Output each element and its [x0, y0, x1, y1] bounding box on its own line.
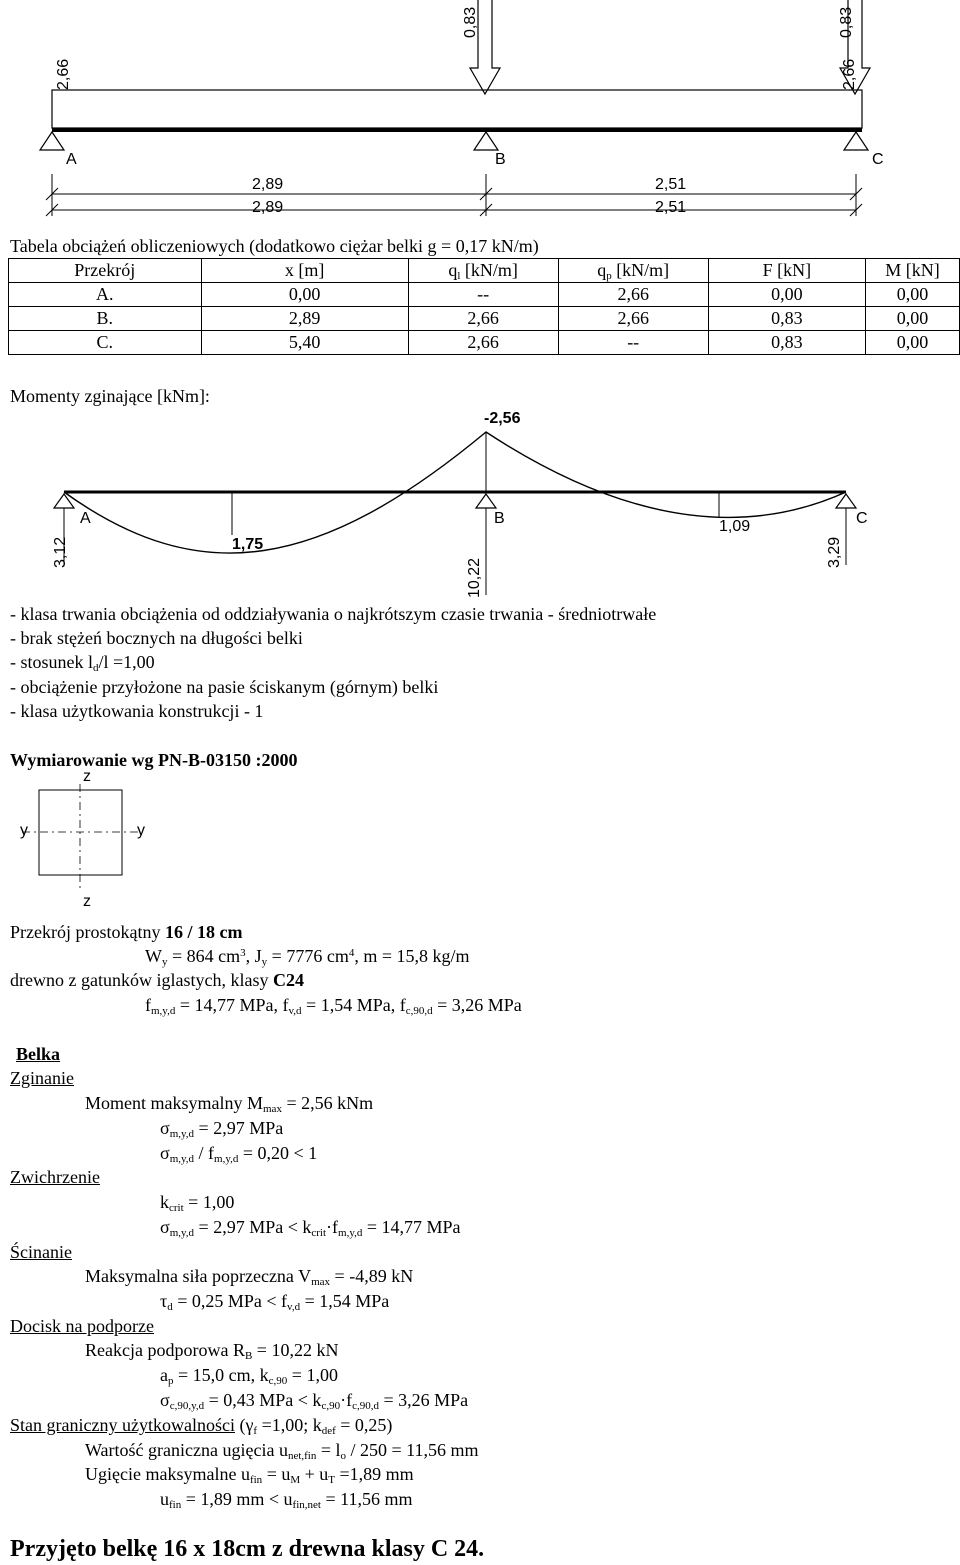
dim-bc-2: 2,51 [655, 199, 687, 216]
axis-y-right-label: y [137, 822, 145, 839]
table-cell: 0,83 [708, 331, 865, 355]
ap-line: $a_p = 15,0$ cm, $k_{c,90} = 1,00$ [160, 1365, 338, 1387]
dim-ab-1: 2,89 [252, 176, 284, 193]
table-cell: -- [408, 283, 558, 307]
table-cell: 0,00 [708, 283, 865, 307]
reaction-c-value: 3,29 [826, 536, 843, 568]
table-cell: 0,00 [201, 283, 408, 307]
table-cell: 0,00 [866, 331, 960, 355]
condition-line: - klasa trwania obciążenia od oddziaływania o najkrótszym czasie trwania - średniotrwałe [10, 604, 657, 624]
lateral-torsional-heading: Zwichrzenie [10, 1167, 100, 1187]
shear-heading: Ścinanie [10, 1242, 72, 1262]
load-left-value: 2,66 [55, 58, 72, 90]
conclusion: Przyjęto belkę 16 x 18cm z drewna klasy C 24. [10, 1536, 485, 1562]
table-header-cell: x [m] [201, 259, 408, 283]
support-moment-value: -2,56 [484, 410, 521, 427]
table-header-cell: F [kN] [708, 259, 865, 283]
table-header-cell: Przekrój [9, 259, 202, 283]
sigma-c90-line: $\sigma_{c,90,y,d} = 0,43$ MPa < $k_{c,90}\cdot f_{c,90,d} = 3,26$ MPa [160, 1390, 469, 1412]
section-properties: $W_y = 864$ $cm^3$, $J_y = 7776$ $cm^4$, m = 15,8 kg/m [145, 946, 470, 968]
design-heading: Wymiarowanie wg PN-B-03150 :2000 [10, 750, 298, 770]
moment-support-label-c: C [856, 510, 868, 527]
sigma-line: $\sigma_{m,y,d} = 2,97$ MPa [160, 1118, 284, 1140]
moment-support-label-a: A [80, 510, 91, 527]
condition-line: - brak stężeń bocznych na długości belki [10, 628, 303, 648]
beam-heading: Belka [16, 1044, 61, 1064]
table-cell: B. [9, 307, 202, 331]
reaction-a-value: 3,12 [52, 536, 69, 568]
mmax-line: Moment maksymalny $M_{max} = 2,56$ kNm [85, 1093, 374, 1115]
reaction-b-value: 10,22 [466, 557, 483, 598]
support-label-c: C [872, 151, 884, 168]
table-cell: 5,40 [201, 331, 408, 355]
table-header-cell: $q_l$ [kN/m] [408, 259, 558, 283]
table-header-cell: $q_p$ [kN/m] [558, 259, 708, 283]
vmax-line: Maksymalna siła poprzeczna $V_{max} = -4,89$ kN [85, 1266, 414, 1288]
kcrit-line: $k_{crit} = 1,00$ [160, 1192, 235, 1214]
axis-y-left-label: y [20, 822, 28, 839]
dim-bc-1: 2,51 [655, 176, 687, 193]
sigma-ratio-line: $\sigma_{m,y,d} / f_{m,y,d} = 0,20 < 1$ [160, 1143, 318, 1165]
strength-values: $f_{m,y,d} = 14,77$ MPa, $f_{v,d} = 1,54$ MPa, $f_{c,90,d} = 3,26$ MPa [145, 995, 522, 1017]
support-label-b: B [495, 151, 506, 168]
table-cell: 2,66 [558, 307, 708, 331]
wood-class-line: drewno z gatunków iglastych, klasy C24 [10, 970, 304, 990]
sls-heading: Stan graniczny użytkowalności ($\gamma_f =1,00$; $k_{def} = 0,25$) [10, 1415, 393, 1437]
cross-section-rect [39, 790, 122, 875]
table-cell: 2,66 [408, 331, 558, 355]
tau-line: $\tau_d = 0,25$ MPa < $f_{v,d} = 1,54$ MPa [160, 1291, 390, 1313]
ufin-compare-line: $u_{fin} = 1,89$ mm < $u_{fin,net} = 11,56$ mm [160, 1489, 413, 1511]
reaction-line: Reakcja podporowa $R_B = 10,22$ kN [85, 1340, 339, 1362]
table-cell: C. [9, 331, 202, 355]
point-load-right-value: 0,83 [838, 6, 855, 38]
table-cell: 0,00 [866, 283, 960, 307]
table-cell: 0,83 [708, 307, 865, 331]
table-cell: 2,66 [408, 307, 558, 331]
load-table-caption: Tabela obciążeń obliczeniowych (dodatkowo ciężar belki g = 0,17 kN/m) [10, 236, 539, 256]
condition-line: - klasa użytkowania konstrukcji - 1 [10, 701, 264, 721]
table-cell: 2,66 [558, 283, 708, 307]
sigma-kcrit-line: $\sigma_{m,y,d} = 2,97$ MPa < $k_{crit}\cdot f_{m,y,d} = 14,77$ MPa [160, 1217, 461, 1239]
condition-line: - obciążenie przyłożone na pasie ściskanym (górnym) belki [10, 677, 439, 697]
moments-title: Momenty zginające [kNm]: [10, 386, 210, 406]
load-right-value: 2,66 [841, 58, 858, 90]
axis-z-bottom-label: z [83, 893, 91, 910]
table-header-cell: M [kN] [866, 259, 960, 283]
axis-z-top-label: z [83, 768, 91, 785]
ufin-line: Ugięcie maksymalne $u_{fin} = u_M + u_T =1,89$ mm [85, 1464, 414, 1486]
table-cell: 2,89 [201, 307, 408, 331]
unet-line: Wartość graniczna ugięcia $u_{net,fin} = l_o / 250 = 11,56$ mm [85, 1440, 479, 1462]
section-description: Przekrój prostokątny 16 / 18 cm [10, 922, 243, 942]
span-bc-moment-value: 1,09 [719, 518, 751, 535]
table-cell: A. [9, 283, 202, 307]
support-label-a: A [66, 151, 77, 168]
point-load-mid-value: 0,83 [462, 6, 479, 38]
span-ab-moment-value: 1,75 [232, 536, 264, 553]
dim-ab-2: 2,89 [252, 199, 284, 216]
bending-heading: Zginanie [10, 1068, 74, 1088]
condition-line: - stosunek $l_d/l =1,00$ [10, 652, 155, 674]
table-cell: 0,00 [866, 307, 960, 331]
table-cell: -- [558, 331, 708, 355]
bearing-heading: Docisk na podporze [10, 1316, 154, 1336]
moment-support-label-b: B [494, 510, 505, 527]
